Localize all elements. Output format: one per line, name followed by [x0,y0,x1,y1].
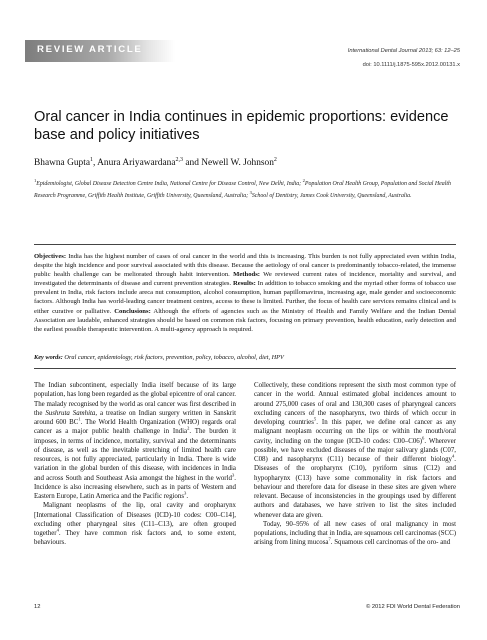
author-list [34,157,464,168]
banner-label: REVIEW ARTICLE [37,44,143,55]
abstract [34,252,456,334]
abstract-section-label: Conclusions: [114,307,151,315]
citation-ref[interactable]: 3 [184,490,187,496]
author-affiliation-ref: 2 [273,157,277,163]
citation-ref[interactable]: 1 [78,416,81,422]
keywords-label: Key words: [34,354,63,361]
citation-ref[interactable]: 3 [231,472,235,478]
citation-ref[interactable]: 7 [328,536,331,542]
keywords-text: Oral cancer, epidemiology, risk factors, prevention, policy, tobacco, alcohol, diet, HPV [62,354,284,361]
citation-ref[interactable]: 4 [451,453,455,459]
citation-ref[interactable]: 6 [422,435,425,441]
body-paragraph [254,381,456,520]
abstract-top-rule [34,244,456,245]
abstract-bottom-rule [34,368,456,369]
journal-info [348,44,460,72]
paragraph-text: , a treatise on Indian surgery written in Sanskrit around 600 BC [34,409,236,426]
affiliation-number: 3 [249,189,252,195]
abstract-section-text: We reviewed current rates of incidence, mortality and survival, and investigated the determinants of disease and current prevention strategies. [34,271,456,288]
affiliation-text: Epidemiologist, Global Disease Detection Centre India, National Centre for Disease Control, New Delhi, India; [36,180,303,187]
author-affiliation-ref: 2,3 [175,157,184,163]
author-separator: and [183,158,202,169]
paragraph-text: . Incidence is also increasing elsewhere, such as in parts of Western and Eastern Europe, Latin America and the Pacific regions [34,474,236,500]
journal-citation: International Dental Journal 2013; 63: 12–25 [347,48,460,54]
keywords [34,354,456,361]
affiliation-number: 1 [34,178,37,183]
paragraph-text: Sushruta Samhita [45,409,96,417]
paragraph-text: . The burden it imposes, in terms of incidence, mortality, survival and the determinants of disease, as well as the inevitable stretching of limited health care resources, is not fully appreciated, particularly in India. There is wide variation in the global burden of this disease, with incidences in India and across South and Southeast Asia amongst the highest in the world [34,428,236,482]
affiliation-number: 2 [302,178,305,183]
affiliation-text: School of Dentistry, James Cook University, Queensland, Australia. [251,192,412,199]
body-paragraph [254,520,456,548]
abstract-section-label: Results: [232,280,256,288]
abstract-section-text: India has the highest number of cases of oral cancer in the world and this is increasing. This burden is not fully appreciated even within India, despite the high incidence and poor survival associated with this disease. Because the aetiology of oral cancer is predominantly tobacco-related, the immense public health challenge can be meliorated through habit intervention. [34,253,456,279]
body-column-right [254,381,456,548]
body-paragraph [34,381,236,501]
review-article-banner [25,40,175,62]
author-separator: , [92,158,98,169]
doi-link[interactable]: doi: 10.1111/j.1875-595x.2012.00131.x [362,62,460,68]
author-affiliation-ref: 1 [89,157,93,163]
article-title: Oral cancer in India continues in epidemic proportions: evidence base and policy initiatives [34,109,449,143]
paragraph-text: . [186,493,189,500]
abstract-section-label: Objectives: [34,253,67,260]
paragraph-text: . They have common risk factors and, to some extent, behaviours. [34,530,236,547]
author-name: Anura Ariyawardana [97,158,176,169]
abstract-section-label: Methods: [233,271,261,279]
citation-ref[interactable]: 4 [56,527,59,533]
abstract-section-text: Although the efforts of agencies such as the Ministry of Health and Family Welfare and the Indian Dental Association are laudable, enhanced strategies should be based on common risk factors, focusing on primary prevention, health education, early detection and the earliest possible therapeutic intervention. A multi-agency approach is required. [34,307,456,333]
paragraph-text: Malignant neoplasms of the lip, oral cavity and oropharynx [International Classification of Diseases (ICD)-10 codes: C00–C14], excluding other pharyngeal sites (C11–C13), are often grouped together [34,502,236,537]
paragraph-text: . Squamous cell carcinomas of the oro- and [330,539,451,547]
affiliation-text: Population Oral Health Group, Population and Social Health Research Programme, Griffith Health Institute, Griffith University, Queensland, Australia; [34,180,451,199]
author-name: Bhawna Gupta [34,158,90,169]
paragraph-text: . In this paper, we define oral cancer as any malignant neoplasm occurring on the lips or within the mouth/oral cavity, including on the tongue (ICD-10 codes: C00–C06) [254,419,456,445]
paragraph-text: . The World Health Organization (WHO) regards oral cancer as a major public health challenge in India [34,419,236,436]
paragraph-text: Today, 90–95% of all new cases of oral malignancy in most populations, including that in India, are squamous cell carcinomas (SCC) arising from lining mucosa [254,520,456,547]
affiliations [34,177,464,201]
paragraph-text: . Diseases of the oropharynx (C10), pyriform sinus (C12) and hypopharynx (C13) have some commonality in risk factors and behaviour and therefore data for disease in these sites are given where relevant. Because of inconsistencies in the groupings used by different authors and databases, we have striven to list the sites included whenever data are given. [254,456,456,519]
citation-ref[interactable]: 2 [187,425,190,431]
author-name: Newell W. Johnson [201,158,274,169]
paragraph-text: The Indian subcontinent, especially India itself because of its large population, has long been regarded as the global epicentre of oral cancer. The malady recognised by the world as oral cancer was first described in the [34,382,236,417]
body-paragraph [34,501,236,547]
paragraph-text: Collectively, these conditions represent the sixth most common type of cancer in the world. Annual estimated global incidences amount to around 275,000 cases of oral and 130,300 cases of pharyngeal cancers excluding cancers of the nasopharynx, two thirds of which occur in developing countries [254,382,456,426]
paragraph-text: . Wherever possible, we have excluded diseases of the major salivary glands (C07, C08) and nasopharynx (C11) because of their different biology [254,437,456,463]
abstract-section-text: In addition to tobacco smoking and the myriad other forms of tobacco use prevalent in India, risk factors include areca nut consumption, alcohol consumption, human papillomavirus, increasing age, male gender and socioeconomic factors. Although India has world-leading cancer treatment centres, access to these is limited. Further, the focus of health care services remains clinical and is either curative or palliative. [34,280,456,315]
citation-ref[interactable]: 5 [313,416,317,422]
body-column-left [34,381,236,548]
page-number: 12 [34,604,41,610]
copyright-notice: © 2012 FDI World Dental Federation [365,604,460,610]
